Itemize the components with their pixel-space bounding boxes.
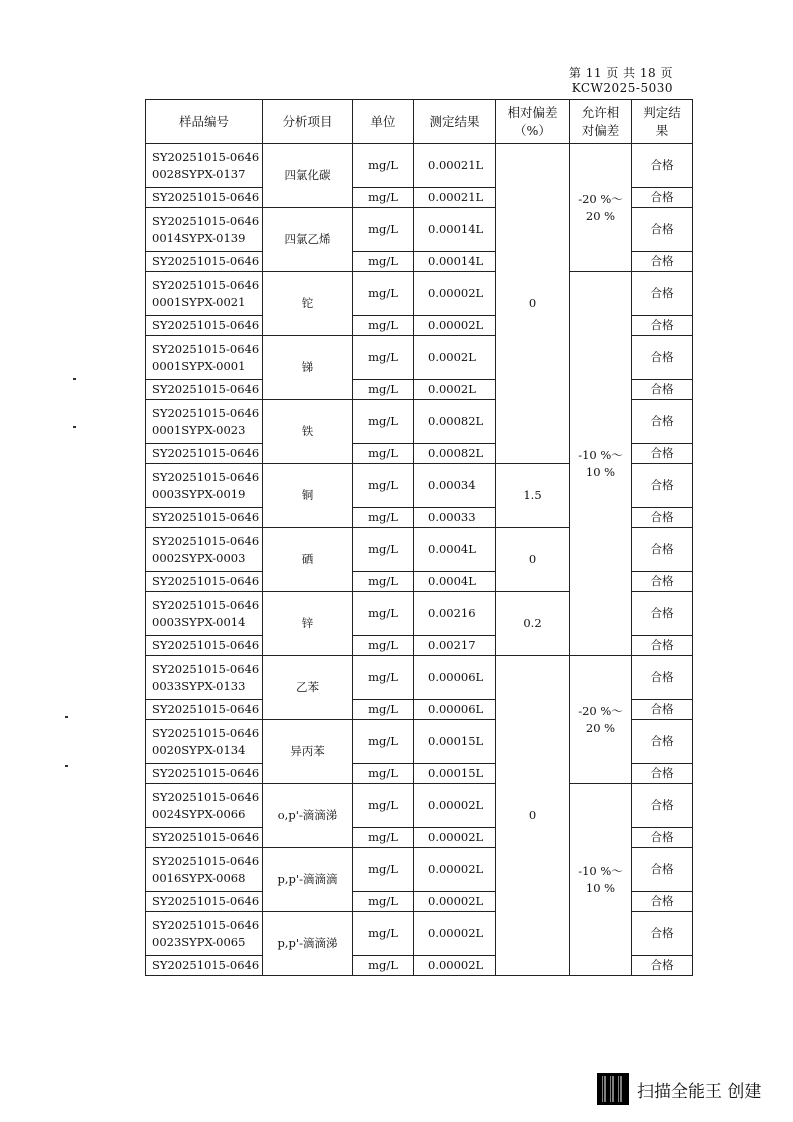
analysis-item-cell: 铊 [263, 272, 353, 336]
judgement-cell: 合格 [632, 720, 693, 764]
result-cell: 0.00015L [414, 720, 496, 764]
page-number: 第 11 页 共 18 页 [568, 66, 673, 80]
sample-id-line: SY20251015-0646 [152, 597, 260, 612]
sample-id-cell: SY20251015-0646 [146, 380, 263, 400]
unit-cell: mg/L [353, 784, 414, 828]
allowed-deviation-cell [570, 272, 632, 656]
analysis-item-cell: 铜 [263, 464, 353, 528]
unit-cell: mg/L [353, 764, 414, 784]
sample-id-line: 0033SYPX-0133 [152, 678, 246, 693]
sample-id-line: 0003SYPX-0014 [152, 614, 246, 629]
sample-id-line: 0028SYPX-0137 [152, 166, 246, 181]
analysis-item-cell: 铁 [263, 400, 353, 464]
result-cell: 0.00015L [414, 764, 496, 784]
sample-id-line: 0020SYPX-0134 [152, 742, 246, 757]
sample-id-cell: SY20251015-0646 [146, 764, 263, 784]
judgement-cell: 合格 [632, 592, 693, 636]
judgement-cell: 合格 [632, 636, 693, 656]
unit-cell: mg/L [353, 144, 414, 188]
sample-id-line: SY20251015-0646 [152, 341, 260, 356]
sample-id-line: SY20251015-0646 [152, 725, 260, 740]
judgement-cell: 合格 [632, 316, 693, 336]
result-cell: 0.00002L [414, 848, 496, 892]
sample-id-line: 0001SYPX-0021 [152, 294, 246, 309]
sample-id-cell [146, 144, 263, 188]
sample-id-line: 0001SYPX-0023 [152, 422, 246, 437]
sample-id-line: SY20251015-0646 [152, 661, 260, 676]
judgement-cell: 合格 [632, 508, 693, 528]
unit-cell: mg/L [353, 572, 414, 592]
sample-id-line: SY20251015-0646 [152, 277, 260, 292]
scanner-watermark [597, 1073, 761, 1105]
sample-id-cell [146, 656, 263, 700]
sample-id-line: 0016SYPX-0068 [152, 870, 246, 885]
sample-id-cell [146, 912, 263, 956]
analysis-item-cell: p,p'-滴滴涕 [263, 912, 353, 976]
sample-id-cell [146, 464, 263, 508]
analysis-item-cell: 四氯化碳 [263, 144, 353, 208]
header-unit: 单位 [353, 100, 414, 144]
sample-id-cell: SY20251015-0646 [146, 316, 263, 336]
sample-id-cell: SY20251015-0646 [146, 700, 263, 720]
relative-deviation-cell: 0.2 [496, 592, 570, 656]
analysis-item-cell: 异丙苯 [263, 720, 353, 784]
analysis-item-cell: 锌 [263, 592, 353, 656]
sample-id-cell [146, 208, 263, 252]
unit-cell: mg/L [353, 444, 414, 464]
result-cell: 0.00082L [414, 400, 496, 444]
table-row [146, 144, 693, 188]
sample-id-line: SY20251015-0646 [152, 213, 260, 228]
result-cell: 0.00006L [414, 700, 496, 720]
relative-deviation-cell: 1.5 [496, 464, 570, 528]
judgement-cell: 合格 [632, 464, 693, 508]
relative-deviation-cell: 0 [496, 144, 570, 464]
scan-speck [65, 765, 68, 767]
sample-id-cell [146, 528, 263, 572]
header-result: 测定结果 [414, 100, 496, 144]
header-allowed-deviation: 允许相 对偏差 [570, 100, 632, 144]
result-cell: 0.00002L [414, 272, 496, 316]
watermark-text: 扫描全能王 创建 [637, 1081, 762, 1102]
unit-cell: mg/L [353, 380, 414, 400]
relative-deviation-cell: 0 [496, 656, 570, 976]
sample-id-cell: SY20251015-0646 [146, 572, 263, 592]
unit-cell: mg/L [353, 892, 414, 912]
sample-id-line: SY20251015-0646 [152, 853, 260, 868]
judgement-cell: 合格 [632, 188, 693, 208]
analysis-item-cell: 乙苯 [263, 656, 353, 720]
judgement-cell: 合格 [632, 252, 693, 272]
unit-cell: mg/L [353, 720, 414, 764]
analysis-item-cell: p,p'-滴滴滴 [263, 848, 353, 912]
unit-cell: mg/L [353, 316, 414, 336]
result-cell: 0.00014L [414, 208, 496, 252]
judgement-cell: 合格 [632, 208, 693, 252]
result-cell: 0.00021L [414, 188, 496, 208]
sample-id-cell [146, 400, 263, 444]
unit-cell: mg/L [353, 400, 414, 444]
sample-id-line: SY20251015-0646 [152, 533, 260, 548]
sample-id-cell: SY20251015-0646 [146, 188, 263, 208]
result-cell: 0.00002L [414, 892, 496, 912]
allowed-deviation-line: 20 % [585, 208, 616, 223]
sample-id-cell [146, 720, 263, 764]
result-cell: 0.0004L [414, 572, 496, 592]
header-sample-id: 样品编号 [146, 100, 263, 144]
relative-deviation-cell: 0 [496, 528, 570, 592]
unit-cell: mg/L [353, 528, 414, 572]
result-cell: 0.00002L [414, 956, 496, 976]
header-relative-deviation: 相对偏差 （%） [496, 100, 570, 144]
sample-id-cell: SY20251015-0646 [146, 892, 263, 912]
sample-id-cell: SY20251015-0646 [146, 252, 263, 272]
sample-id-cell: SY20251015-0646 [146, 956, 263, 976]
sample-id-line: 0023SYPX-0065 [152, 934, 246, 949]
judgement-cell: 合格 [632, 528, 693, 572]
judgement-cell: 合格 [632, 572, 693, 592]
unit-cell: mg/L [353, 464, 414, 508]
result-cell: 0.00021L [414, 144, 496, 188]
allowed-deviation-line: 20 % [585, 720, 616, 735]
unit-cell: mg/L [353, 912, 414, 956]
sample-id-cell: SY20251015-0646 [146, 636, 263, 656]
judgement-cell: 合格 [632, 380, 693, 400]
unit-cell: mg/L [353, 656, 414, 700]
judgement-cell: 合格 [632, 336, 693, 380]
sample-id-cell: SY20251015-0646 [146, 828, 263, 848]
table-row [146, 272, 693, 316]
judgement-cell: 合格 [632, 144, 693, 188]
sample-id-line: 0024SYPX-0066 [152, 806, 246, 821]
document-code: KCW2025-5030 [571, 81, 673, 95]
result-cell: 0.00033 [414, 508, 496, 528]
results-table [145, 99, 693, 976]
table-header-row [146, 100, 693, 144]
result-cell: 0.0002L [414, 336, 496, 380]
unit-cell: mg/L [353, 252, 414, 272]
scan-speck [65, 716, 68, 718]
table-row [146, 656, 693, 700]
sample-id-cell [146, 272, 263, 316]
judgement-cell: 合格 [632, 892, 693, 912]
unit-cell: mg/L [353, 956, 414, 976]
unit-cell: mg/L [353, 592, 414, 636]
unit-cell: mg/L [353, 848, 414, 892]
analysis-item-cell: 锑 [263, 336, 353, 400]
judgement-cell: 合格 [632, 444, 693, 464]
allowed-deviation-cell [570, 144, 632, 272]
sample-id-line: SY20251015-0646 [152, 469, 260, 484]
analysis-item-cell: o,p'-滴滴涕 [263, 784, 353, 848]
sample-id-line: 0001SYPX-0001 [152, 358, 246, 373]
unit-cell: mg/L [353, 636, 414, 656]
result-cell: 0.00082L [414, 444, 496, 464]
result-cell: 0.00014L [414, 252, 496, 272]
unit-cell: mg/L [353, 700, 414, 720]
header-judgement: 判定结 果 [632, 100, 693, 144]
judgement-cell: 合格 [632, 700, 693, 720]
qr-code-icon [597, 1073, 629, 1105]
unit-cell: mg/L [353, 508, 414, 528]
allowed-deviation-line: -20 %～ [578, 191, 623, 206]
judgement-cell: 合格 [632, 912, 693, 956]
allowed-deviation-line: 10 % [585, 464, 616, 479]
allowed-deviation-line: -20 %～ [578, 703, 623, 718]
sample-id-line: SY20251015-0646 [152, 149, 260, 164]
sample-id-cell [146, 784, 263, 828]
judgement-cell: 合格 [632, 764, 693, 784]
judgement-cell: 合格 [632, 956, 693, 976]
scan-speck [73, 378, 76, 380]
result-cell: 0.0002L [414, 380, 496, 400]
result-cell: 0.00002L [414, 828, 496, 848]
sample-id-line: 0002SYPX-0003 [152, 550, 246, 565]
result-cell: 0.00002L [414, 316, 496, 336]
result-cell: 0.00217 [414, 636, 496, 656]
analysis-item-cell: 硒 [263, 528, 353, 592]
allowed-deviation-cell [570, 656, 632, 784]
analysis-item-cell: 四氯乙烯 [263, 208, 353, 272]
sample-id-line: SY20251015-0646 [152, 789, 260, 804]
judgement-cell: 合格 [632, 656, 693, 700]
sample-id-line: 0003SYPX-0019 [152, 486, 246, 501]
result-cell: 0.00034 [414, 464, 496, 508]
judgement-cell: 合格 [632, 272, 693, 316]
result-cell: 0.00002L [414, 912, 496, 956]
table-row [146, 784, 693, 828]
sample-id-cell [146, 848, 263, 892]
allowed-deviation-line: -10 %～ [578, 863, 623, 878]
result-cell: 0.00002L [414, 784, 496, 828]
unit-cell: mg/L [353, 272, 414, 316]
scan-speck [73, 426, 76, 428]
judgement-cell: 合格 [632, 400, 693, 444]
sample-id-line: SY20251015-0646 [152, 405, 260, 420]
allowed-deviation-cell [570, 784, 632, 976]
sample-id-line: 0014SYPX-0139 [152, 230, 246, 245]
judgement-cell: 合格 [632, 784, 693, 828]
sample-id-cell [146, 592, 263, 636]
unit-cell: mg/L [353, 208, 414, 252]
sample-id-cell [146, 336, 263, 380]
unit-cell: mg/L [353, 828, 414, 848]
sample-id-line: SY20251015-0646 [152, 917, 260, 932]
sample-id-cell: SY20251015-0646 [146, 444, 263, 464]
header-item: 分析项目 [263, 100, 353, 144]
sample-id-cell: SY20251015-0646 [146, 508, 263, 528]
result-cell: 0.00006L [414, 656, 496, 700]
judgement-cell: 合格 [632, 828, 693, 848]
result-cell: 0.00216 [414, 592, 496, 636]
result-cell: 0.0004L [414, 528, 496, 572]
unit-cell: mg/L [353, 336, 414, 380]
allowed-deviation-line: -10 %～ [578, 447, 623, 462]
unit-cell: mg/L [353, 188, 414, 208]
judgement-cell: 合格 [632, 848, 693, 892]
allowed-deviation-line: 10 % [585, 880, 616, 895]
